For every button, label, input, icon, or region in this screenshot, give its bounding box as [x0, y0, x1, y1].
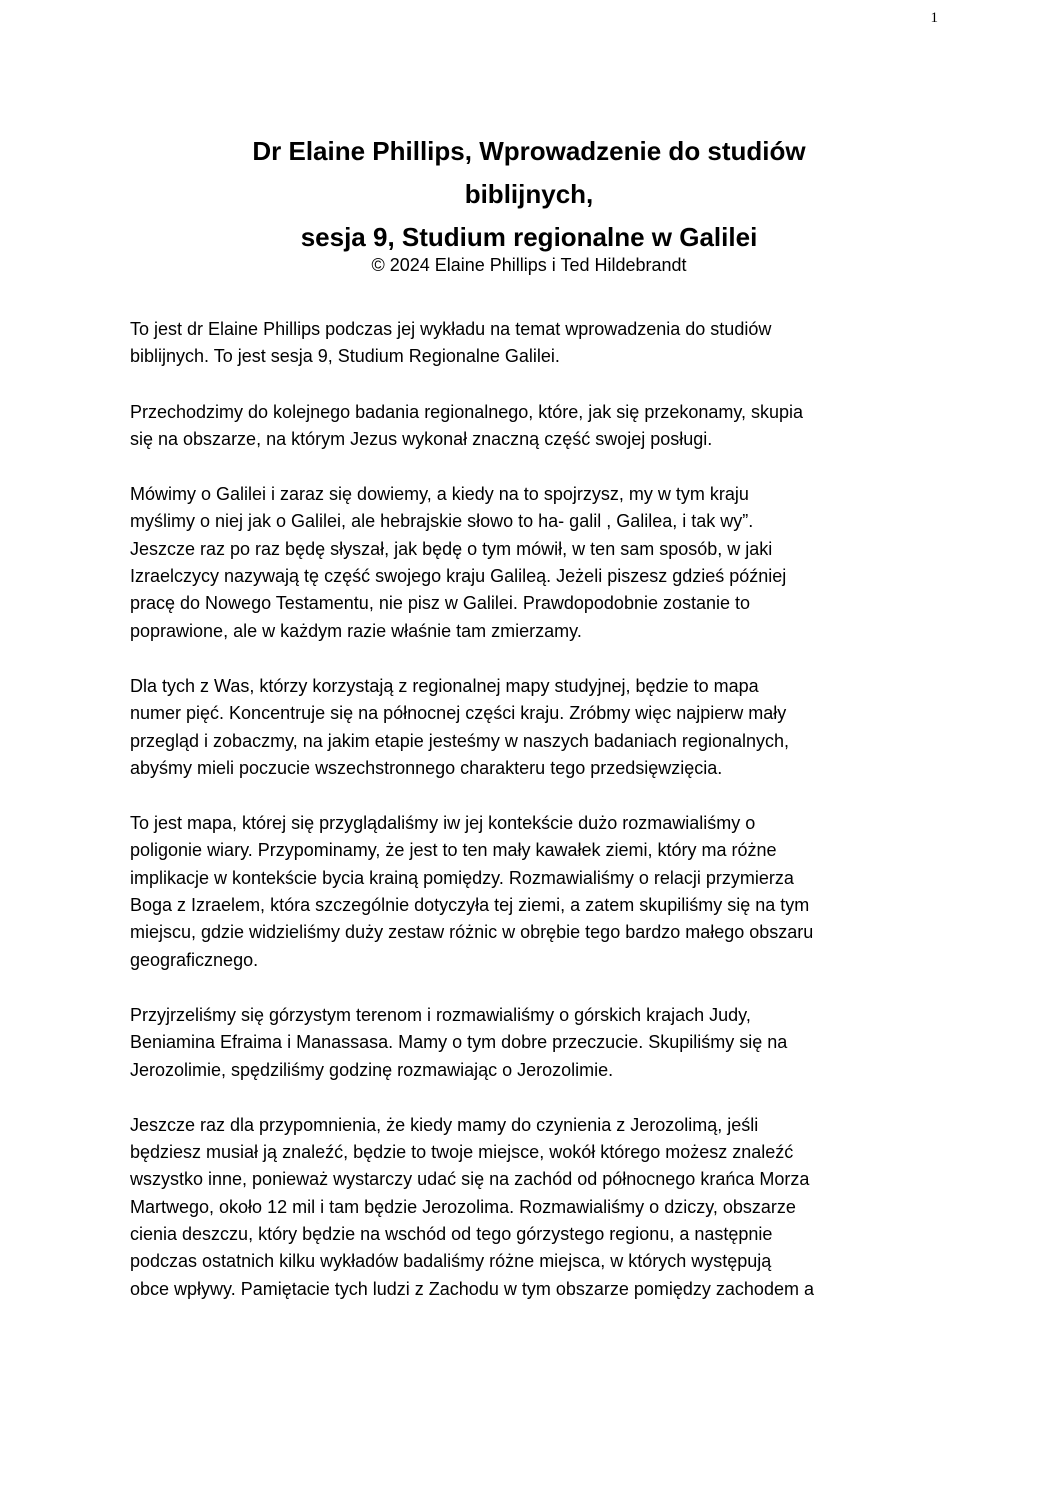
document-body [130, 316, 950, 1331]
title-line: sesja 9, Studium regionalne w Galilei [300, 222, 758, 252]
paragraph [130, 1112, 950, 1303]
text-line: przegląd i zobaczmy, na jakim etapie jesteśmy w naszych badaniach regionalnych, [130, 730, 790, 751]
text-line: implikacje w kontekście bycia krainą pomiędzy. Rozmawialiśmy o relacji przymierza [130, 867, 794, 888]
text-line: Martwego, około 12 mil i tam będzie Jerozolima. Rozmawialiśmy o dziczy, obszarze [130, 1196, 796, 1217]
text-line: numer pięć. Koncentruje się na północnej części kraju. Zróbmy więc najpierw mały [130, 703, 787, 724]
text-line: Jerozolimie, spędziliśmy godzinę rozmawiając o Jerozolimie. [130, 1059, 614, 1080]
text-line: poligonie wiary. Przypominamy, że jest to ten mały kawałek ziemi, który ma różne [130, 840, 777, 861]
text-line: poprawione, ale w każdym razie właśnie tam zmierzamy. [130, 620, 582, 641]
text-line: myślimy o niej jak o Galilei, ale hebrajskie słowo to ha- galil , Galilea, i tak wy”. [130, 511, 754, 532]
text-line: Mówimy o Galilei i zaraz się dowiemy, a kiedy na to spojrzysz, my w tym kraju [130, 484, 749, 505]
text-line: podczas ostatnich kilku wykładów badaliśmy różne miejsca, w których występują [130, 1251, 772, 1272]
text-line: Przyjrzeliśmy się górzystym terenom i rozmawialiśmy o górskich krajach Judy, [130, 1004, 751, 1025]
paragraph [130, 673, 950, 782]
text-line: To jest dr Elaine Phillips podczas jej wykładu na temat wprowadzenia do studiów [130, 319, 772, 339]
paragraph [130, 810, 950, 974]
text-line: będziesz musiał ją znaleźć, będzie to twoje miejsce, wokół którego możesz znaleźć [130, 1142, 794, 1163]
text-line: cienia deszczu, który będzie na wschód od tego górzystego regionu, a następnie [130, 1224, 773, 1245]
text-line: się na obszarze, na którym Jezus wykonał znaczną część swojej posługi. [130, 428, 713, 449]
text-line: Przechodzimy do kolejnego badania regionalnego, które, jak się przekonamy, skupia [130, 401, 804, 422]
text-line: abyśmy mieli poczucie wszechstronnego charakteru tego przedsięwzięcia. [130, 757, 723, 778]
text-line: obce wpływy. Pamiętacie tych ludzi z Zachodu w tym obszarze pomiędzy zachodem a [130, 1278, 814, 1299]
title-line: Dr Elaine Phillips, Wprowadzenie do studiów [252, 136, 806, 166]
text-line: geograficznego. [130, 949, 259, 970]
paragraph [130, 316, 950, 371]
text-line: wszystko inne, ponieważ wystarczy udać się na zachód od północnego krańca Morza [130, 1169, 810, 1190]
text-line: Izraelczycy nazywają tę część swojego kraju Galileą. Jeżeli piszesz gdzieś później [130, 566, 787, 587]
text-line: miejscu, gdzie widzieliśmy duży zestaw różnic w obrębie tego bardzo małego obszaru [130, 922, 814, 943]
text-line: biblijnych. To jest sesja 9, Studium Regionalne Galilei. [130, 346, 560, 367]
text-line: Boga z Izraelem, która szczególnie dotyczyła tej ziemi, a zatem skupiliśmy się na tym [130, 895, 810, 916]
text-line: Dla tych z Was, którzy korzystają z regionalnej mapy studyjnej, będzie to mapa [130, 675, 759, 696]
copyright: © 2024 Elaine Phillips i Ted Hildebrandt [371, 255, 687, 275]
page-number: 1 [930, 10, 938, 26]
text-line: Jeszcze raz dla przypomnienia, że kiedy mamy do czynienia z Jerozolimą, jeśli [130, 1114, 759, 1135]
document-header [0, 130, 1058, 277]
paragraph [130, 1002, 950, 1084]
paragraph [130, 481, 950, 645]
text-line: Beniamina Efraima i Manassasa. Mamy o tym dobre przeczucie. Skupiliśmy się na [130, 1032, 788, 1053]
text-line: pracę do Nowego Testamentu, nie pisz w Galilei. Prawdopodobnie zostanie to [130, 593, 751, 614]
paragraph [130, 399, 950, 454]
text-line: Jeszcze raz po raz będę słyszał, jak będę o tym mówił, w ten sam sposób, w jaki [130, 538, 773, 559]
title-line: biblijnych, [464, 179, 594, 209]
text-line: To jest mapa, której się przyglądaliśmy iw jej kontekście dużo rozmawialiśmy o [130, 813, 756, 834]
